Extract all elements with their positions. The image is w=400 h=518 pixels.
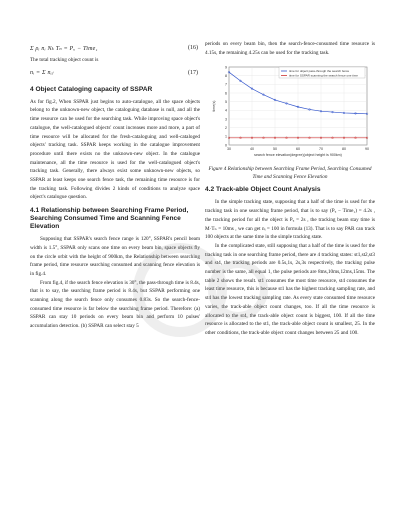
y-tick-label: 3	[225, 117, 227, 122]
y-tick-label: 4	[225, 109, 227, 114]
y-tick-label: 2	[225, 126, 227, 131]
x-tick-label: 60	[296, 147, 300, 152]
y-tick-label: 5	[225, 100, 227, 105]
legend-label-1: time for object pass-through the search fence	[289, 69, 350, 74]
y-tick-label: 7	[225, 83, 227, 88]
x-tick-label: 70	[319, 147, 323, 152]
section-4-title: 4 Object Cataloging capacity of SSPAR	[30, 85, 153, 93]
right-continuation-paragraph: periods on every beam bin, then the search-fence-consumed time resource is 4.15s, the remaining 4.25s can be used for the tracking task.	[205, 41, 375, 56]
section-4-1-paragraph-1: Supposing that SSPAR's search fence range is 120°, SSPAR's pencil beam width is 1.5°, SSPAR only scans one time on every beam bin, space objects fly on the circle orbit with the height of 900km, the Relationship between searching frame period, time resource searching consumed and scanning fence elevation is in fig.4.	[30, 236, 200, 277]
y-tick-label: 6	[225, 91, 227, 96]
y-tick-label: 9	[225, 65, 227, 70]
section-4-1-paragraph-2: From fig.4, if the search fence elevation is 30°, the pass-through time is 8.4s, that is to say, the searching frame period is 8.4s, but SSPAR performing one scanning along the search fence only consumes 0.83s. So the search-fence-consumed time resource is far below the searching frame period. Therefore: (a) SSPAR can stay 10 periods on every beam bin and perform 10 pulses' accumulation detection. (b) SSPAR can select stay 5	[30, 279, 200, 330]
y-axis-label: time(s)	[212, 100, 216, 112]
total-object-intro: The total tracking object count is	[30, 57, 99, 63]
x-tick-label: 40	[250, 147, 254, 152]
y-tick-label: 8	[225, 74, 227, 79]
equation-16	[30, 40, 200, 56]
watermark-seal	[120, 235, 290, 345]
x-tick-label: 80	[342, 147, 346, 152]
figure-4-chart	[211, 61, 371, 159]
section-4-2-paragraph-2: In the complicated state, still supposing that a half of the time is used for the tracking task in one searching frame period, there are 4 tracking states: st1,st2,st3 and st4, the tracking periods are 0.5s,1s, 2s,3s respectively, the tracking pulse number is the same, all equal 1, the pulse periods are 8ms,10ms,12ms,15ms. The table 2 shows the result. st1 consumes the most time resource, st4 consumes the least time resource, this is because st1 has the highest tracking sampling rate, and st4 has the lowest tracking sampling rate. As every state consumed time resource varies, the track-able object count changes, too. If all the time resource is allocated to the st4, the track-able object count is biggest, 100. If all the time resource is allocated to the st1, the track-able object count is smallest, 25. In the other conditions, the track-able object count changes between 25 and 100.	[205, 242, 375, 336]
section-4-1-title: 4.1 Relationship between Searching Frame Period, Searching Consumed Time and Scanning Fence Elevation	[30, 207, 189, 231]
section-4-2-title: 4.2 Track-able Object Count Analysis	[205, 186, 321, 194]
y-tick-label: 1	[225, 135, 227, 140]
equation-16-number: (16)	[188, 45, 198, 51]
x-tick-label: 50	[273, 147, 277, 152]
x-tick-label: 30	[227, 147, 231, 152]
figure-4-svg	[211, 61, 371, 159]
equation-17-formula: nᵢ = Σ nᵢⱼ	[30, 70, 54, 77]
legend-label-2: time for SSPAR scanning the search fence one time	[289, 74, 358, 79]
section-4-2-paragraph-1: In the simple tracking state, supposing that a half of the time is used for the tracking task in one searching frame period, that is to say (Pᵤ − Time₁) = 4.2s , the tracking period for all the object is Pᵤ = 2s , the tracking beam stay time is M·Tₙ = 10ms , we can get nᵢ = 100 in formula (13). That is to say PAR can track 100 objects at the same time in the simple tracking state.	[205, 199, 375, 241]
equation-17	[30, 65, 200, 81]
figure-4-caption: Figure 4 Relationship between Searching Frame Period, Searching Consumed Time and Scanning Fence Elevation	[208, 166, 372, 181]
equation-17-number: (17)	[188, 69, 198, 76]
section-4-paragraph: As for fig.2, When SSPAR just begins to auto-catalogue, all the space objects belong to the unknown-new object, the cataloguing database is null, and all the time resource can be used for the searching task. While improving space object's catalogue, the well-catalogued objects' count increases more and more, a part of time resource will be allocated for the fresh-cataloguing and well-cataloged objects' tracking task. SSPAR keeps working in the catalogue improvement procedure until there exists no the unknown-new object. In the catalogue maintenance, all the time resource is used for the well-catalogued object's tracking task. Generally, there always exist some unknown-new objects, so SSPAR at least keeps one search fence task, the remaining time resource is for the tracking task. Following divides 2 kinds of conditions to analyze space object's catalogue question.	[30, 98, 200, 201]
y-tick-label: 0	[225, 143, 227, 148]
x-axis-label: search fence elevation(degree)(object height is 900km)	[254, 153, 342, 158]
x-tick-label: 90	[365, 147, 369, 152]
equation-16-formula: Σ ρᵢ nᵢ Nₖ Tₙ = Pᵤ − Time₁	[30, 45, 98, 52]
